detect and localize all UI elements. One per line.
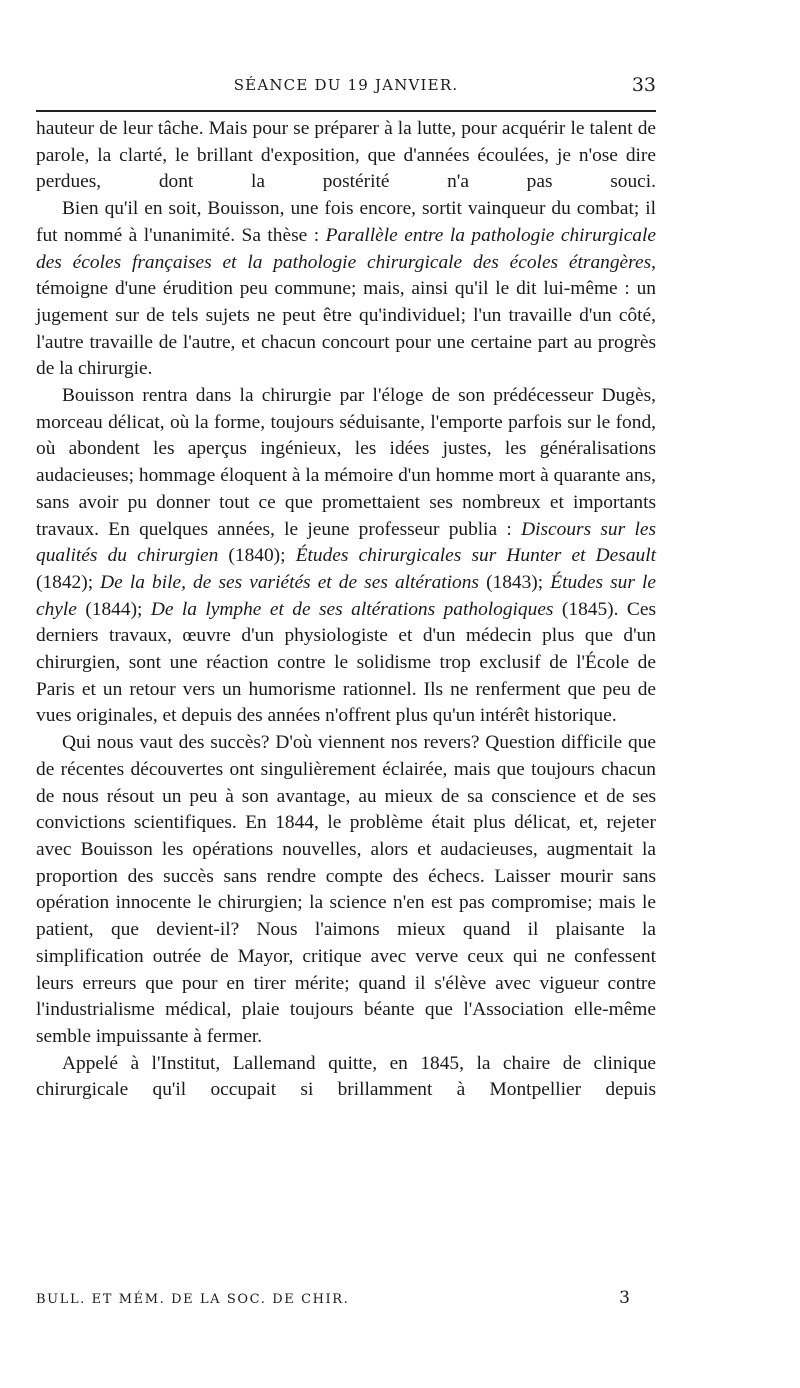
paragraph-4-text: Qui nous vaut des succès? D'où viennent nos revers? Question difficile que de récentes découvertes ont singulièrement éclairée, mais que toujours chacun de nous résout un peu à son avantage, au mieux de sa conscience et de ses convictions scientifiques. En 1844, le problème était plus délicat, et, rejeter avec Bouisson les opérations nouvelles, alors et audacieuses, augmentait la proportion des succès sans rendre compte des échecs. Laisser mourir sans opération innocente le chirurgien; la science n'en est pas compromise; mais le patient, que devient-il? Nous l'aimons mieux quand il plaisante la simplification outrée de Mayor, critique avec verve ceux qui ne confessent leurs erreurs que pour en tirer mérite; quand il s'élève avec vigueur contre l'industrialisme médical, plaie toujours béante que l'Association elle-même semble impuissante à fermer.	[36, 732, 656, 1047]
paragraph-2	[36, 196, 656, 383]
work-title-3: De la bile, de ses variétés et de ses altérations	[100, 571, 479, 593]
running-head	[36, 72, 656, 102]
signature-line: BULL. ET MÉM. DE LA SOC. DE CHIR.	[36, 1292, 350, 1307]
work-year-1: (1840);	[218, 545, 296, 567]
paragraph-1-text: hauteur de leur tâche. Mais pour se préparer à la lutte, pour acquérir le talent de parole, la clarté, le brillant d'exposition, que d'années écoulées, je n'ose dire perdues, dont la postérité n'a pas souci.	[36, 118, 656, 193]
work-title-5: De la lymphe et de ses altérations pathologiques	[150, 598, 554, 620]
paragraph-2-after: , témoigne d'une érudition peu commune; mais, ainsi qu'il le dit lui-même : un jugement sur de tels sujets ne peut être qu'individuel; l'un travaille d'un côté, l'autre travaille de l'autre, et chacun concourt pour une certaine part au progrès de la chirurgie.	[36, 251, 656, 380]
paragraph-3	[36, 383, 656, 730]
paragraph-5	[36, 1051, 656, 1104]
running-title: SÉANCE DU 19 JANVIER.	[233, 76, 459, 94]
thesis-title: Parallèle entre la pathologie chirurgicale des écoles françaises et la pathologie chirurgicale des écoles étrangères	[36, 224, 656, 273]
paragraph-3-outro: . Ces derniers travaux, œuvre d'un physiologiste et d'un médecin plus que d'un chirurgien, sont une réaction contre le solidisme trop exclusif de l'École de Paris et un retour vers un humorisme rationnel. Ils ne renferment que peu de vues originales, et depuis des années n'offrent plus qu'un intérêt historique.	[36, 598, 656, 727]
work-year-3: (1843);	[478, 571, 551, 593]
work-year-2: (1842);	[36, 571, 101, 593]
work-title-2: Études chirurgicales sur Hunter et Desault	[295, 545, 656, 567]
page-footer	[36, 1288, 656, 1314]
paragraph-2-before: Bien qu'il en soit, Bouisson, une fois encore, sortit vainqueur du combat; il fut nommé à l'unanimité. Sa thèse :	[36, 198, 656, 246]
work-year-5: (1845)	[553, 598, 614, 620]
paragraph-3-intro: Bouisson rentra dans la chirurgie par l'éloge de son prédécesseur Dugès, morceau délicat, où la forme, toujours séduisante, l'emporte parfois sur le fond, où abondent les aperçus ingénieux, les idées justes, les généralisations audacieuses; hommage éloquent à la mémoire d'un homme mort à quarante ans, sans avoir pu donner tout ce que promettaient ses nombreux et importants travaux. En quelques années, le jeune professeur publia :	[36, 385, 656, 540]
body-text	[36, 116, 656, 1104]
page-number: 33	[631, 74, 656, 96]
work-year-4: (1844);	[76, 598, 151, 620]
work-title-1: Discours sur les qualités du chirurgien	[36, 518, 656, 567]
sheet-number: 3	[619, 1288, 630, 1308]
work-title-4: Études sur le chyle	[36, 571, 656, 620]
header-rule	[36, 110, 656, 112]
paragraph-5-text: Appelé à l'Institut, Lallemand quitte, en 1845, la chaire de clinique chirurgicale qu'il occupait si brillamment à Montpellier depuis	[36, 1052, 656, 1101]
paragraph-4	[36, 730, 656, 1050]
paragraph-1	[36, 116, 656, 196]
